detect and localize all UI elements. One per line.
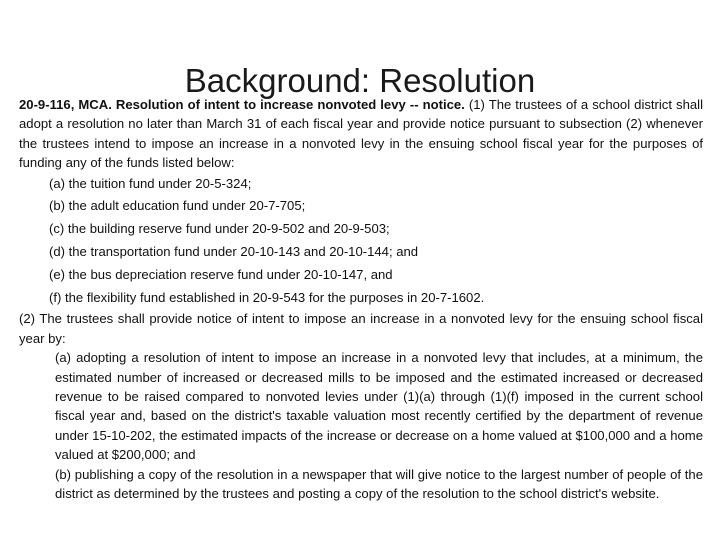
fund-item-e: (e) the bus depreciation reserve fund under 20-10-147, and: [49, 266, 393, 282]
funds-list: [19, 173, 703, 310]
fund-item-b: (b) the adult education fund under 20-7-705;: [49, 198, 306, 214]
fund-item-a: (a) the tuition fund under 20-5-324;: [49, 175, 252, 191]
slide-title: Background: Resolution: [184, 62, 536, 100]
notice-method-b: (b) publishing a copy of the resolution in a newspaper that will give notice to the largest number of people of the district as determined by the trustees and posting a copy of the resolution to the school district's website.: [55, 466, 703, 502]
fund-item-d: (d) the transportation fund under 20-10-143 and 20-10-144; and: [49, 244, 419, 260]
fund-item-f: (f) the flexibility fund established in 20-9-543 for the purposes in 20-7-1602.: [49, 289, 485, 305]
section-1-text: (1) The trustees of a school district shall adopt a resolution no later than March 31 of each fiscal year and provide notice pursuant to subsection (2) whenever the trustees intend to impose an increase in a nonvoted levy in the ensuing school fiscal year for the purposes of funding any of the funds listed below:: [19, 97, 703, 171]
notice-methods-list: [19, 348, 703, 503]
statute-heading: 20-9-116, MCA. Resolution of intent to increase nonvoted levy -- notice.: [19, 97, 465, 112]
slide-body: [19, 95, 703, 503]
section-1-paragraph: [19, 95, 703, 173]
section-2-paragraph: (2) The trustees shall provide notice of intent to impose an increase in a nonvoted levy for the ensuing school fiscal year by:: [19, 311, 703, 346]
notice-method-a: (a) adopting a resolution of intent to impose an increase in a nonvoted levy that includes, at a minimum, the estimated number of increased or decreased mills to be imposed and the estimated increased or decreased revenue to be raised compared to nonvoted levies under (1)(a) through (1)(f) imposed in the current school fiscal year and, based on the district's taxable valuation most recently certified by the department of revenue under 15-10-202, the estimated impacts of the increase or decrease on a home valued at $100,000 and a home valued at $200,000; and: [55, 350, 703, 463]
fund-item-c: (c) the building reserve fund under 20-9-502 and 20-9-503;: [49, 221, 390, 237]
